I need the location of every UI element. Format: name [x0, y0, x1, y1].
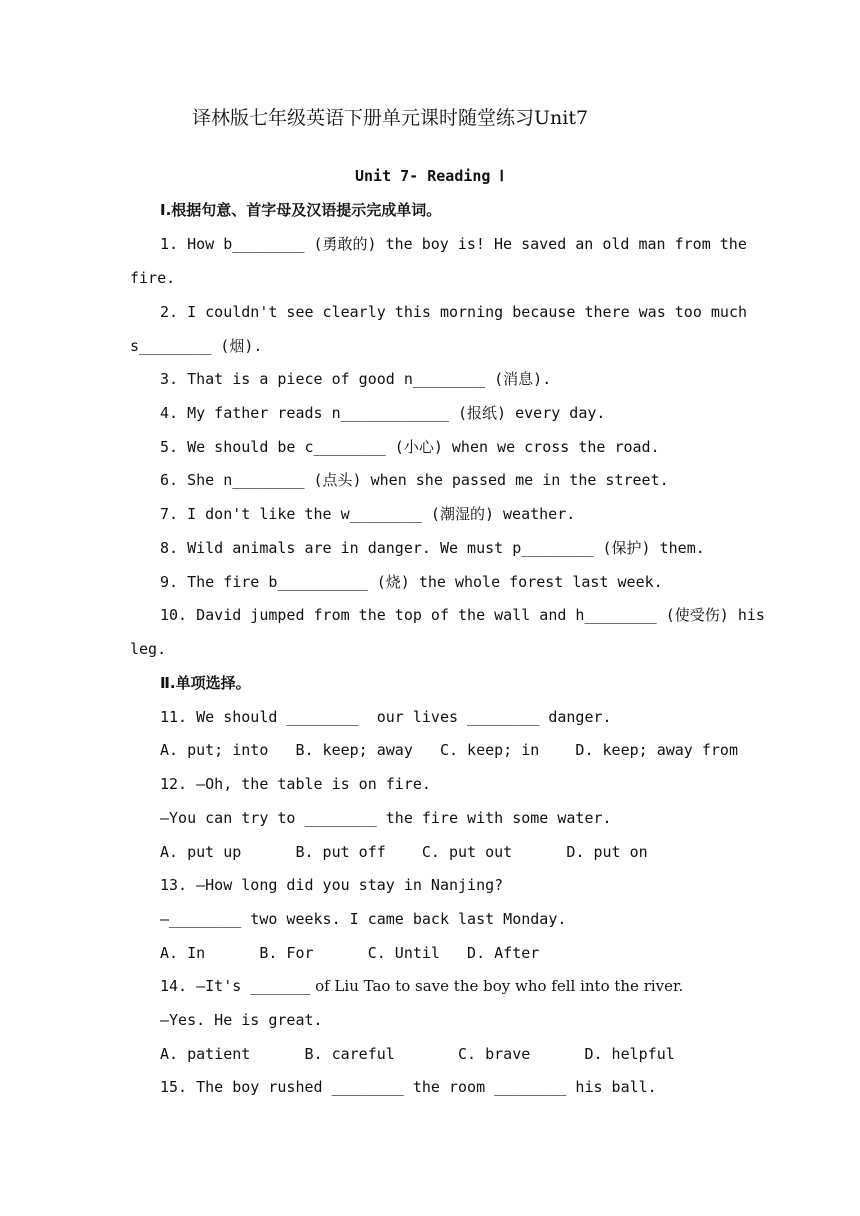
question-13-options: A. In B. For C. Until D. After [160, 944, 540, 962]
question-13-line-2: —________ two weeks. I came back last Monday. [160, 910, 567, 928]
unit-heading: Unit 7- Reading Ⅰ [355, 167, 504, 185]
question-5: 5. We should be c________ (小心) when we cross the road. [160, 438, 660, 456]
question-11-options: A. put; into B. keep; away C. keep; in D. keep; away from [160, 741, 738, 759]
question-2-line-1: 2. I couldn't see clearly this morning because there was too much [160, 303, 747, 321]
document-title: 译林版七年级英语下册单元课时随堂练习Unit7 [192, 107, 589, 129]
question-6: 6. She n________ (点头) when she passed me in the street. [160, 471, 669, 489]
question-15: 15. The boy rushed ________ the room ________ his ball. [160, 1078, 657, 1096]
question-12-line-1: 12. —Oh, the table is on fire. [160, 775, 431, 793]
question-14-line-1 [160, 976, 683, 996]
question-11: 11. We should ________ our lives ________ danger. [160, 708, 612, 726]
question-3: 3. That is a piece of good n________ (消息). [160, 370, 552, 388]
question-7: 7. I don't like the w________ (潮湿的) weather. [160, 505, 576, 523]
question-10-line-1: 10. David jumped from the top of the wall and h________ (使受伤) his [160, 606, 765, 624]
question-1-line-1: 1. How b________ (勇敢的) the boy is! He saved an old man from the [160, 235, 747, 253]
question-10-line-2: leg. [130, 640, 167, 658]
question-4: 4. My father reads n____________ (报纸) every day. [160, 404, 606, 422]
question-14-options: A. patient B. careful C. brave D. helpful [160, 1045, 675, 1063]
section-2-heading: Ⅱ.单项选择。 [160, 674, 251, 692]
question-12-options: A. put up B. put off C. put out D. put on [160, 843, 648, 861]
question-12-line-2: —You can try to ________ the fire with some water. [160, 809, 612, 827]
question-14-body: ________ of Liu Tao to save the boy who fell into the river. [250, 977, 684, 995]
question-2-line-2: s________ (烟). [130, 337, 263, 355]
question-14-line-2: —Yes. He is great. [160, 1011, 323, 1029]
question-8: 8. Wild animals are in danger. We must p________ (保护) them. [160, 539, 705, 557]
question-9: 9. The fire b__________ (烧) the whole forest last week. [160, 573, 663, 591]
section-1-heading: Ⅰ.根据句意、首字母及汉语提示完成单词。 [160, 201, 442, 219]
question-14-prefix: 14. —It's [160, 977, 251, 995]
question-1-line-2: fire. [130, 269, 176, 287]
question-13-line-1: 13. —How long did you stay in Nanjing? [160, 876, 504, 894]
